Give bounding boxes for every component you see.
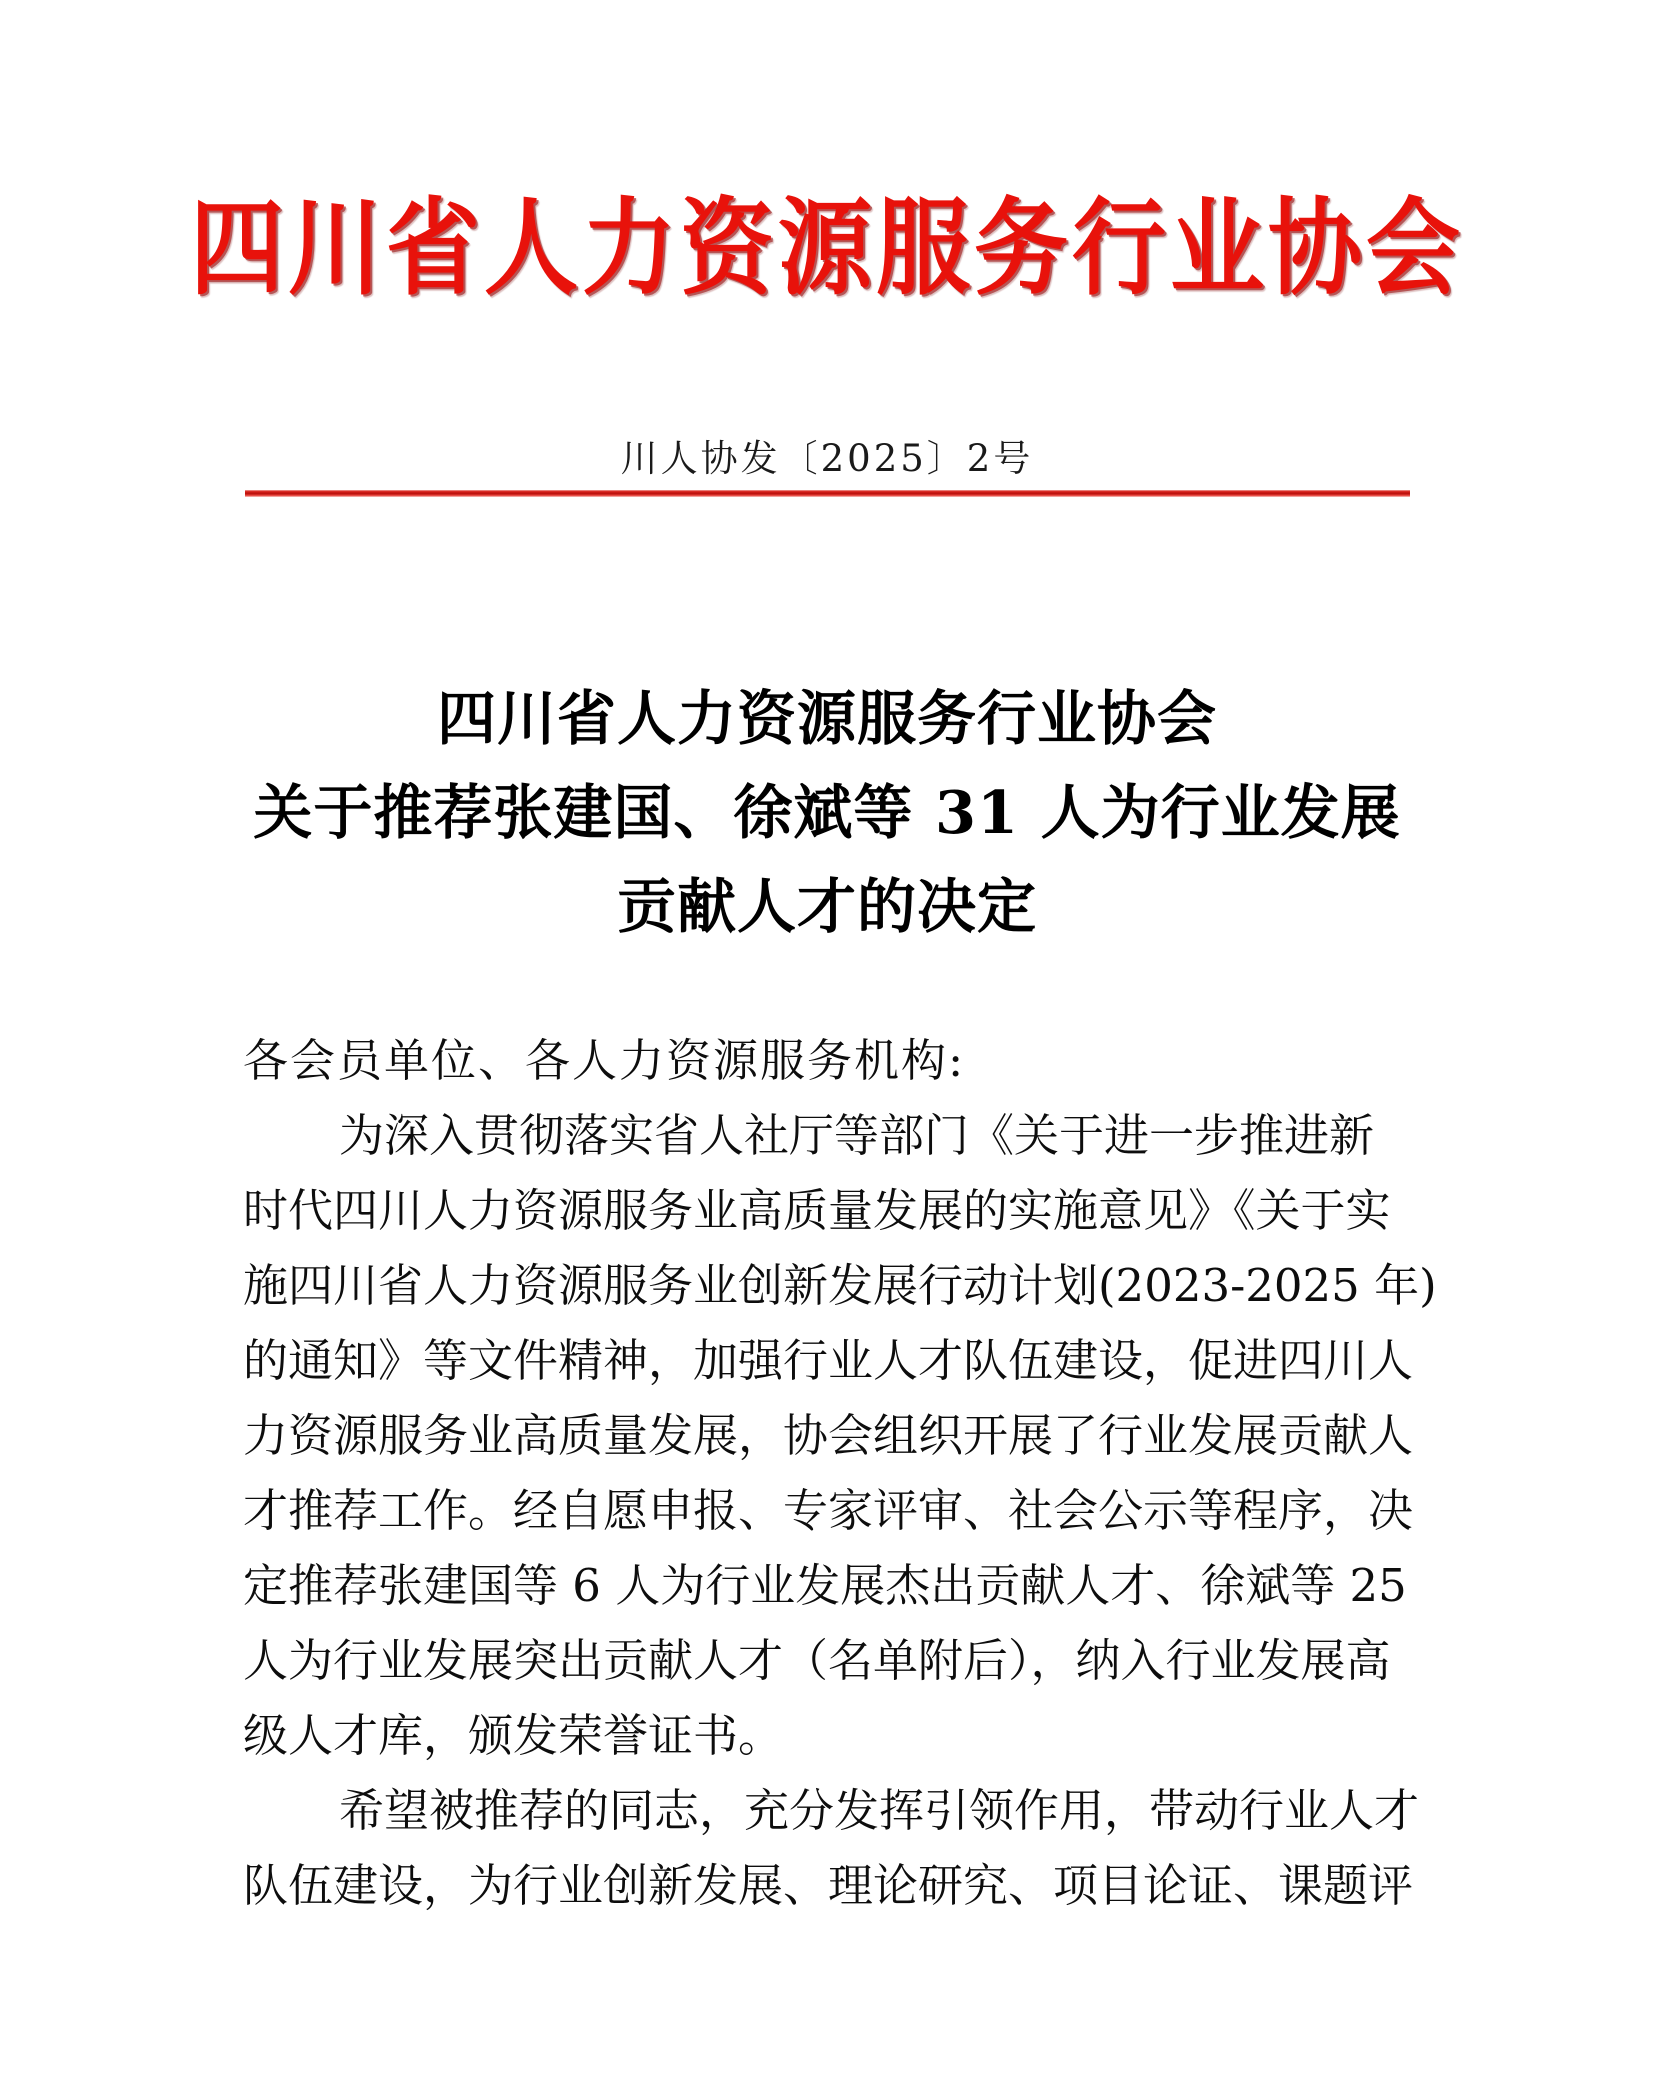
paragraph-1-line-8: 人为行业发展突出贡献人才（名单附后），纳入行业发展高 [243,1634,1391,1687]
paragraph-1-line-2: 时代四川人力资源服务业高质量发展的实施意见》《关于实 [243,1184,1391,1237]
red-rule-bar [245,490,1410,497]
paragraph-1-line-4: 的通知》等文件精神，加强行业人才队伍建设，促进四川人 [243,1334,1414,1387]
document-body [243,1023,1437,1923]
paragraph-2-line-1: 希望被推荐的同志，充分发挥引领作用，带动行业人才 [339,1784,1420,1837]
paragraph-1-line-6: 才推荐工作。经自愿申报、专家评审、社会公示等程序，决 [243,1484,1414,1537]
document-title [190,672,1464,954]
paragraph-1-line-5: 力资源服务业高质量发展，协会组织开展了行业发展贡献人 [243,1409,1414,1462]
paragraph-2-line-2: 队伍建设，为行业创新发展、理论研究、项目论证、课题评 [243,1859,1414,1912]
red-divider-rule [245,490,1410,500]
paragraph-1-line-3: 施四川省人力资源服务业创新发展行动计划(2023-2025 年) [243,1259,1437,1312]
paragraph-1-line-1: 为深入贯彻落实省人社厅等部门《关于进一步推进新 [339,1109,1375,1162]
document-title-line-3: 贡献人才的决定 [616,872,1037,941]
salutation: 各会员单位、各人力资源服务机构: [243,1034,966,1087]
paragraph-1-line-9: 级人才库，颁发荣誉证书。 [243,1709,784,1762]
document-number: 川人协发〔2025〕2号 [620,437,1034,480]
paragraph-1 [243,1098,1437,1773]
document-title-line-2: 关于推荐张建国、徐斌等 31 人为行业发展 [253,778,1401,847]
letterhead [0,187,1654,311]
letterhead-organization-title: 四川省人力资源服务行业协会 [189,187,1464,311]
document-title-line-1: 四川省人力资源服务行业协会 [436,684,1217,753]
paragraph-1-line-7: 定推荐张建国等 6 人为行业发展杰出贡献人才、徐斌等 25 [243,1559,1407,1612]
paragraph-2 [243,1773,1423,1923]
